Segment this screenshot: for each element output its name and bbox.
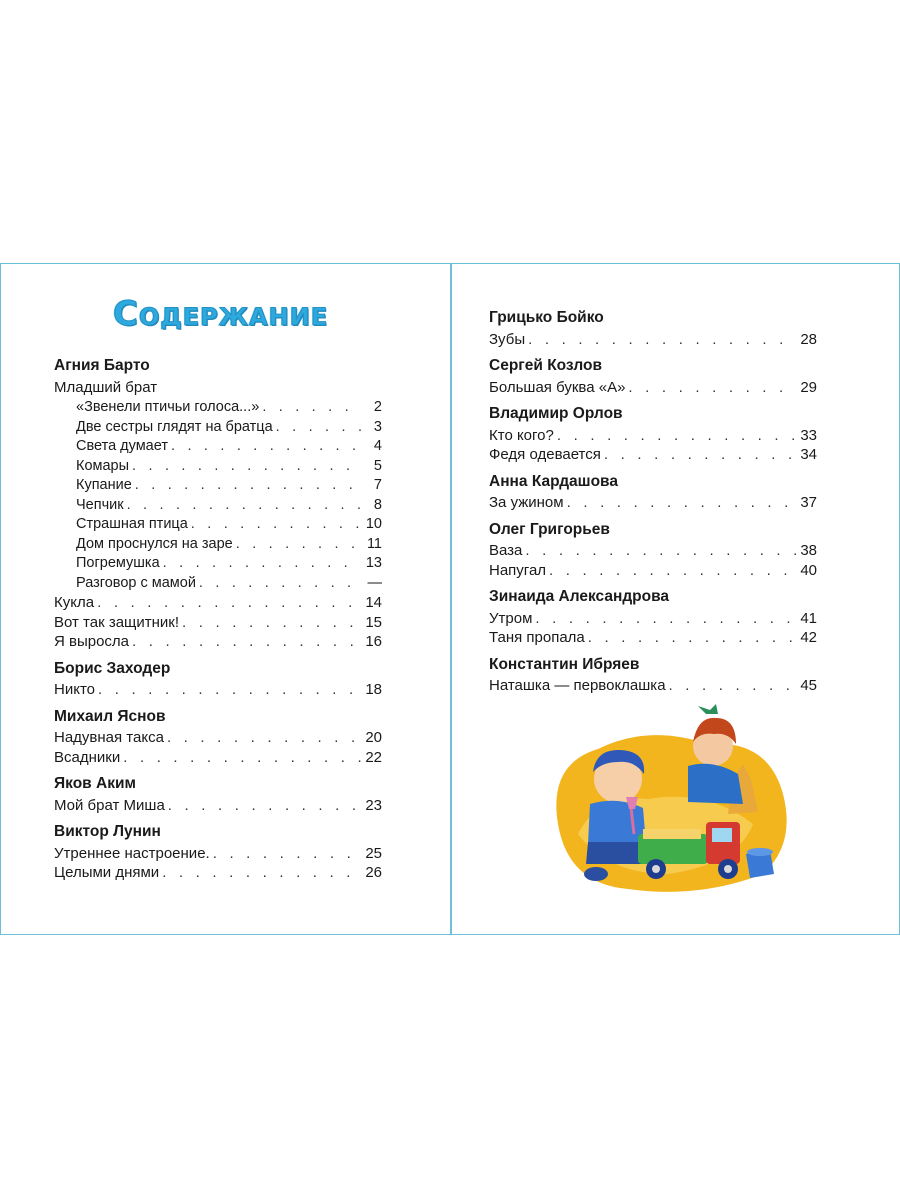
author-name: Борис Заходер xyxy=(54,659,171,677)
dot-leader xyxy=(127,496,361,516)
toc-entry xyxy=(54,398,382,418)
entry-title: Дом проснулся на заре xyxy=(76,535,233,552)
entry-title: Напугал xyxy=(489,561,547,579)
entry-title: За ужином xyxy=(489,494,564,511)
toc-entry xyxy=(54,844,382,864)
toc-entry xyxy=(489,628,817,648)
entry-title: Федя одевается xyxy=(489,446,601,463)
dot-leader xyxy=(123,748,361,768)
toc-entry xyxy=(54,863,382,883)
toc-entry xyxy=(54,796,382,816)
dot-leader xyxy=(236,535,361,555)
entry-title: Купание xyxy=(76,477,132,493)
page-number: 16 xyxy=(365,633,382,650)
page-number: 34 xyxy=(800,446,817,463)
dot-leader xyxy=(669,676,796,696)
toc-entry xyxy=(54,476,382,496)
page-number: 29 xyxy=(800,378,817,396)
toc-entry xyxy=(489,609,817,629)
entry-title: Таня пропала xyxy=(489,629,585,646)
page-number: 8 xyxy=(373,496,382,513)
page-number: 38 xyxy=(800,542,817,559)
author-name: Анна Кардашова xyxy=(489,472,618,490)
toc-entry xyxy=(54,554,382,574)
entry-title: Ваза xyxy=(489,542,523,559)
dot-leader xyxy=(535,609,796,629)
toc-entry xyxy=(489,541,817,561)
entry-title: Целыми днями xyxy=(54,864,160,881)
dot-leader xyxy=(162,863,361,883)
toc-entry xyxy=(489,561,817,581)
page-number: 14 xyxy=(365,594,382,611)
page-number: 15 xyxy=(365,613,382,631)
entry-title: Света думает xyxy=(76,438,168,454)
entry-title: Надувная такса xyxy=(54,729,164,746)
entry-title: Я выросла xyxy=(54,633,130,650)
page-number: 37 xyxy=(800,494,817,511)
page-number: 45 xyxy=(800,677,817,694)
page-number: 4 xyxy=(373,438,382,454)
toc-left-column xyxy=(54,356,382,883)
entry-title: Утреннее настроение. xyxy=(54,844,210,862)
dot-leader xyxy=(628,378,796,398)
dot-leader xyxy=(525,541,796,561)
toc-entry xyxy=(54,535,382,555)
author-name: Виктор Лунин xyxy=(54,823,161,840)
toc-entry xyxy=(54,728,382,748)
toc-entry xyxy=(489,330,817,350)
dot-leader xyxy=(276,418,361,438)
dot-leader xyxy=(182,613,361,633)
author-name: Михаил Яснов xyxy=(54,707,166,725)
entry-title: Кто кого? xyxy=(489,426,554,444)
entry-title: Комары xyxy=(76,457,130,474)
entry-title: Наташка — первоклашка xyxy=(489,677,666,694)
dot-leader xyxy=(199,574,361,594)
toc-entry xyxy=(489,378,817,398)
book-spread xyxy=(0,263,900,935)
page-number: 2 xyxy=(373,399,382,415)
toc-entry xyxy=(54,457,382,477)
entry-title: Чепчик xyxy=(76,496,124,513)
author-name: Сергей Козлов xyxy=(489,357,603,374)
page-number: 10 xyxy=(365,516,382,532)
author-name: Яков Аким xyxy=(54,775,136,792)
toc-entry xyxy=(54,613,382,633)
dot-leader xyxy=(167,728,361,748)
toc-entry xyxy=(54,574,382,594)
entry-title: Вот так защитник! xyxy=(54,613,180,631)
dot-leader xyxy=(557,426,796,446)
toc-entry xyxy=(489,493,817,513)
page-number: 18 xyxy=(365,681,382,698)
author-name: Константин Ибряев xyxy=(489,655,640,673)
toc-entry xyxy=(54,437,382,457)
page-number: 11 xyxy=(366,535,382,552)
dot-leader xyxy=(191,515,361,535)
toc-entry xyxy=(54,748,382,768)
author-name: Грицько Бойко xyxy=(489,309,604,326)
toc-entry xyxy=(54,515,382,535)
toc-entry xyxy=(54,496,382,516)
entry-title: Мой брат Миша xyxy=(54,796,165,814)
dot-leader xyxy=(567,493,796,513)
cycle-title: Младший брат xyxy=(54,378,158,396)
dot-leader xyxy=(262,398,361,418)
page-number: 25 xyxy=(365,844,382,862)
page-number: 23 xyxy=(365,796,382,814)
page-number: 5 xyxy=(373,457,382,474)
dot-leader xyxy=(135,476,361,496)
entry-title: Утром xyxy=(489,609,533,627)
left-page xyxy=(0,263,451,935)
entry-title: Никто xyxy=(54,681,95,698)
entry-title: Разговор с мамой xyxy=(76,574,196,591)
toc-entry xyxy=(489,445,817,465)
page-number: 22 xyxy=(365,748,382,766)
toc-entry xyxy=(54,632,382,652)
dot-leader xyxy=(97,593,361,613)
dot-leader xyxy=(549,561,796,581)
entry-title: Зубы xyxy=(489,330,526,348)
toc-entry xyxy=(54,418,382,438)
toc-entry xyxy=(54,680,382,700)
author-name: Зинаида Александрова xyxy=(489,588,670,605)
dot-leader xyxy=(168,796,361,816)
dot-leader xyxy=(588,628,796,648)
page-number: 41 xyxy=(800,609,817,627)
toc-right-column xyxy=(489,308,817,696)
entry-title: Кукла xyxy=(54,594,95,611)
toc-entry xyxy=(489,426,817,446)
dot-leader xyxy=(98,680,361,700)
entry-title: Большая буква «А» xyxy=(489,378,626,396)
dot-leader xyxy=(132,457,361,477)
entry-title: Всадники xyxy=(54,748,121,766)
dot-leader xyxy=(132,632,361,652)
sandbox-illustration xyxy=(538,704,798,904)
page-number: 26 xyxy=(365,864,382,881)
page-number: 42 xyxy=(800,629,817,646)
page-number: 33 xyxy=(800,426,817,444)
right-page xyxy=(451,263,900,935)
dot-leader xyxy=(163,554,361,574)
page-number: 3 xyxy=(373,418,382,435)
toc-entry xyxy=(54,593,382,613)
page-number: — xyxy=(367,574,382,591)
entry-title: Погремушка xyxy=(76,555,160,571)
dot-leader xyxy=(528,330,796,350)
author-name: Владимир Орлов xyxy=(489,405,623,422)
page-number: 7 xyxy=(373,477,382,493)
entry-title: «Звенели птичьи голоса...» xyxy=(76,399,260,415)
dot-leader xyxy=(171,437,361,457)
author-name: Агния Барто xyxy=(54,357,150,374)
author-name: Олег Григорьев xyxy=(489,520,610,538)
page-number: 40 xyxy=(800,561,817,579)
entry-title: Страшная птица xyxy=(76,516,188,532)
page-title: Содержание xyxy=(113,294,329,334)
page-number: 20 xyxy=(365,729,382,746)
dot-leader xyxy=(213,844,361,864)
entry-title: Две сестры глядят на братца xyxy=(76,418,273,435)
page-number: 13 xyxy=(365,555,382,571)
page-number: 28 xyxy=(800,330,817,348)
toc-entry xyxy=(489,676,817,696)
dot-leader xyxy=(604,445,796,465)
